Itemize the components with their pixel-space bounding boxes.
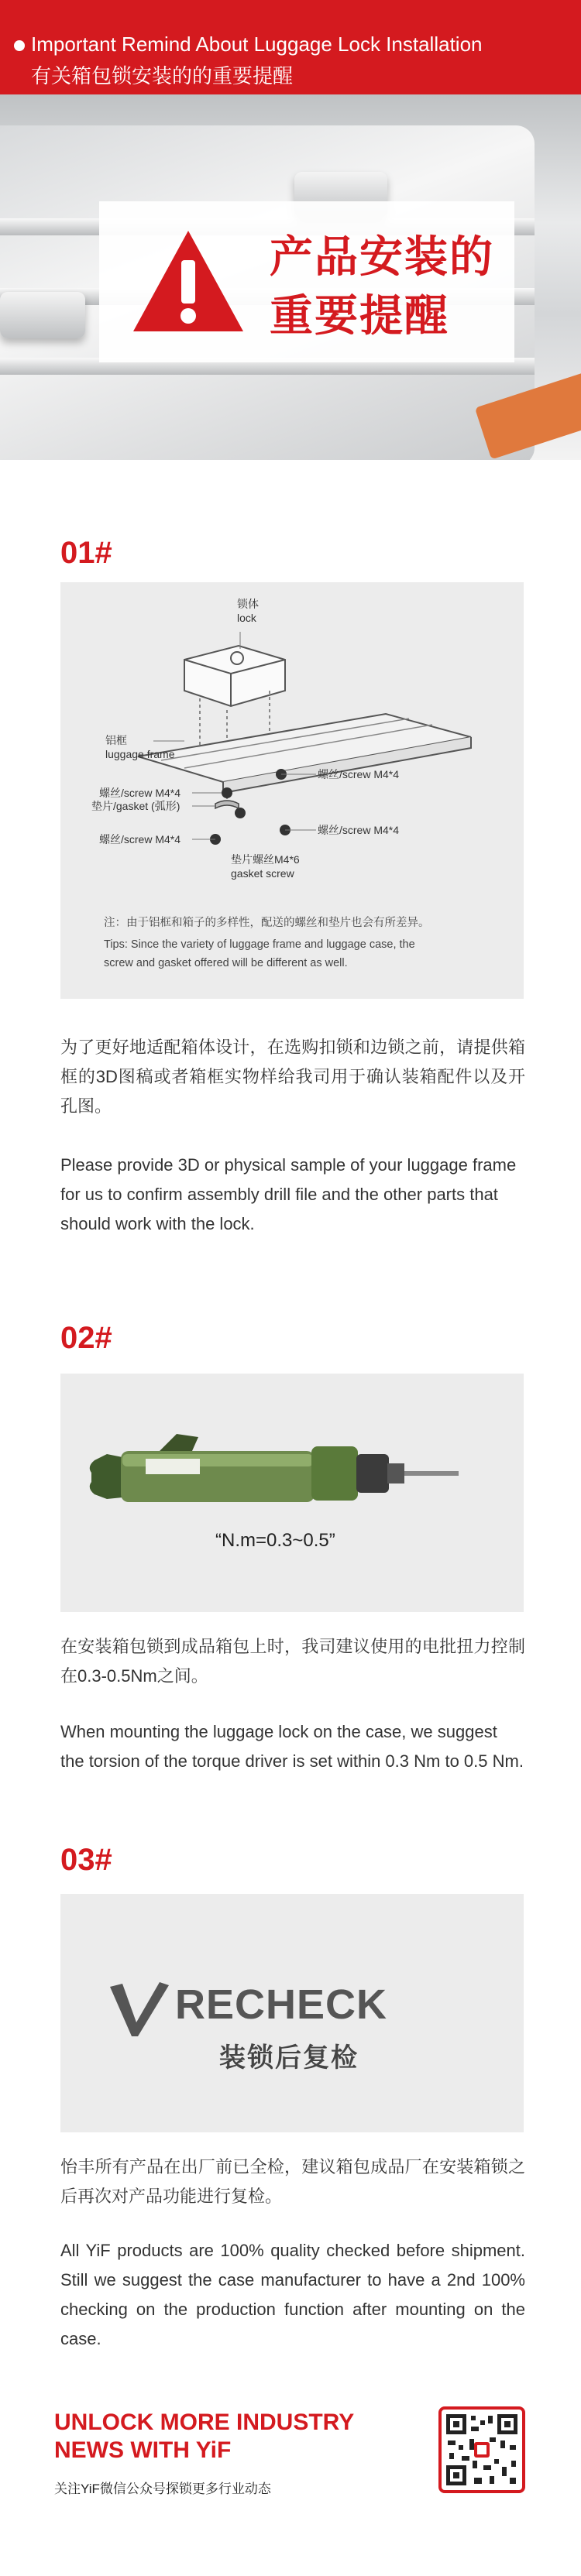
qr-code[interactable]: [438, 2406, 525, 2493]
lock-illustration: [0, 292, 85, 338]
section-number-02: 02#: [60, 1321, 112, 1355]
check-mark-icon: [108, 1981, 170, 2039]
label-gasket-screw-en: gasket screw: [231, 867, 294, 880]
label-screw-left-top: 螺丝/screw M4*4: [99, 787, 181, 799]
label-gasket-screw-cn: 垫片螺丝M4*6: [231, 853, 300, 866]
section1-text-en: Please provide 3D or physical sample of your luggage frame for us to confirm assembly drill file and the other parts that should work with the lock.: [60, 1155, 517, 1233]
note-en-line1: Tips: Since the variety of luggage frame and luggage case, the: [104, 938, 415, 951]
section-number-01: 01#: [60, 536, 112, 570]
hero-panel: [99, 201, 514, 362]
torque-driver-drawing: [60, 1374, 524, 1612]
section2-text-cn: 在安装箱包锁到成品箱包上时，我司建议使用的电批扭力控制在0.3-0.5Nm之间。: [60, 1637, 525, 1686]
footer-title-line1: UNLOCK MORE INDUSTRY: [54, 2410, 355, 2435]
label-lock-en: lock: [237, 612, 256, 624]
hero-title-line1: 产品安装的: [270, 232, 494, 281]
section3-text-en: All YiF products are 100% quality checked before shipment. Still we suggest the case manufacturer to have a 2nd 100% checking on the production function after mounting on the case.: [60, 2241, 525, 2348]
warning-icon: [130, 228, 246, 336]
label-screw-left-bottom: 螺丝/screw M4*4: [99, 833, 181, 846]
assembly-diagram: [60, 582, 524, 999]
recheck-text: RECHECK: [175, 1981, 388, 2028]
note-cn: 注：由于铝框和箱子的多样性，配送的螺丝和垫片也会有所差异。: [104, 917, 430, 929]
label-screw-right-bottom: 螺丝/screw M4*4: [318, 824, 400, 836]
section2-text-en: When mounting the luggage lock on the case, we suggest the torsion of the torque driver is set within 0.3 Nm to 0.5 Nm.: [60, 1722, 524, 1771]
header-banner: [0, 0, 581, 94]
qr-code-icon: [446, 2414, 517, 2485]
header-title-en: Important Remind About Luggage Lock Installation: [31, 33, 483, 56]
label-frame-en: luggage frame: [105, 748, 175, 760]
section1-text-cn: 为了更好地适配箱体设计，在选购扣锁和边锁之前，请提供箱框的3D图稿或者箱框实物样给我司用于确认装箱配件以及开孔图。: [60, 1038, 525, 1116]
label-gasket: 垫片/gasket (弧形): [91, 800, 180, 812]
recheck-text-cn: 装锁后复检: [219, 2043, 359, 2073]
torque-driver-image: [60, 1374, 524, 1612]
footer-subtitle: 关注YiF微信公众号探锁更多行业动态: [54, 2482, 271, 2496]
hero-title-line2: 重要提醒: [270, 291, 449, 340]
label-lock-cn: 锁体: [237, 598, 259, 610]
bullet-icon: [14, 40, 25, 51]
section-number-03: 03#: [60, 1843, 112, 1877]
footer-title-line2: NEWS WITH YiF: [54, 2437, 232, 2463]
note-en-line2: screw and gasket offered will be different as well.: [104, 957, 348, 969]
label-screw-right-top: 螺丝/screw M4*4: [318, 768, 400, 780]
recheck-image: [60, 1894, 524, 2132]
header-title-cn: 有关箱包锁安装的的重要提醒: [31, 64, 294, 87]
label-frame-cn: 铝框: [105, 734, 127, 746]
frame-shape: [138, 714, 471, 793]
section3-text-cn: 怡丰所有产品在出厂前已全检，建议箱包成品厂在安装箱锁之后再次对产品功能进行复检。: [60, 2157, 525, 2206]
hero-image: [0, 94, 581, 460]
torque-label: “N.m=0.3~0.5”: [215, 1530, 335, 1551]
